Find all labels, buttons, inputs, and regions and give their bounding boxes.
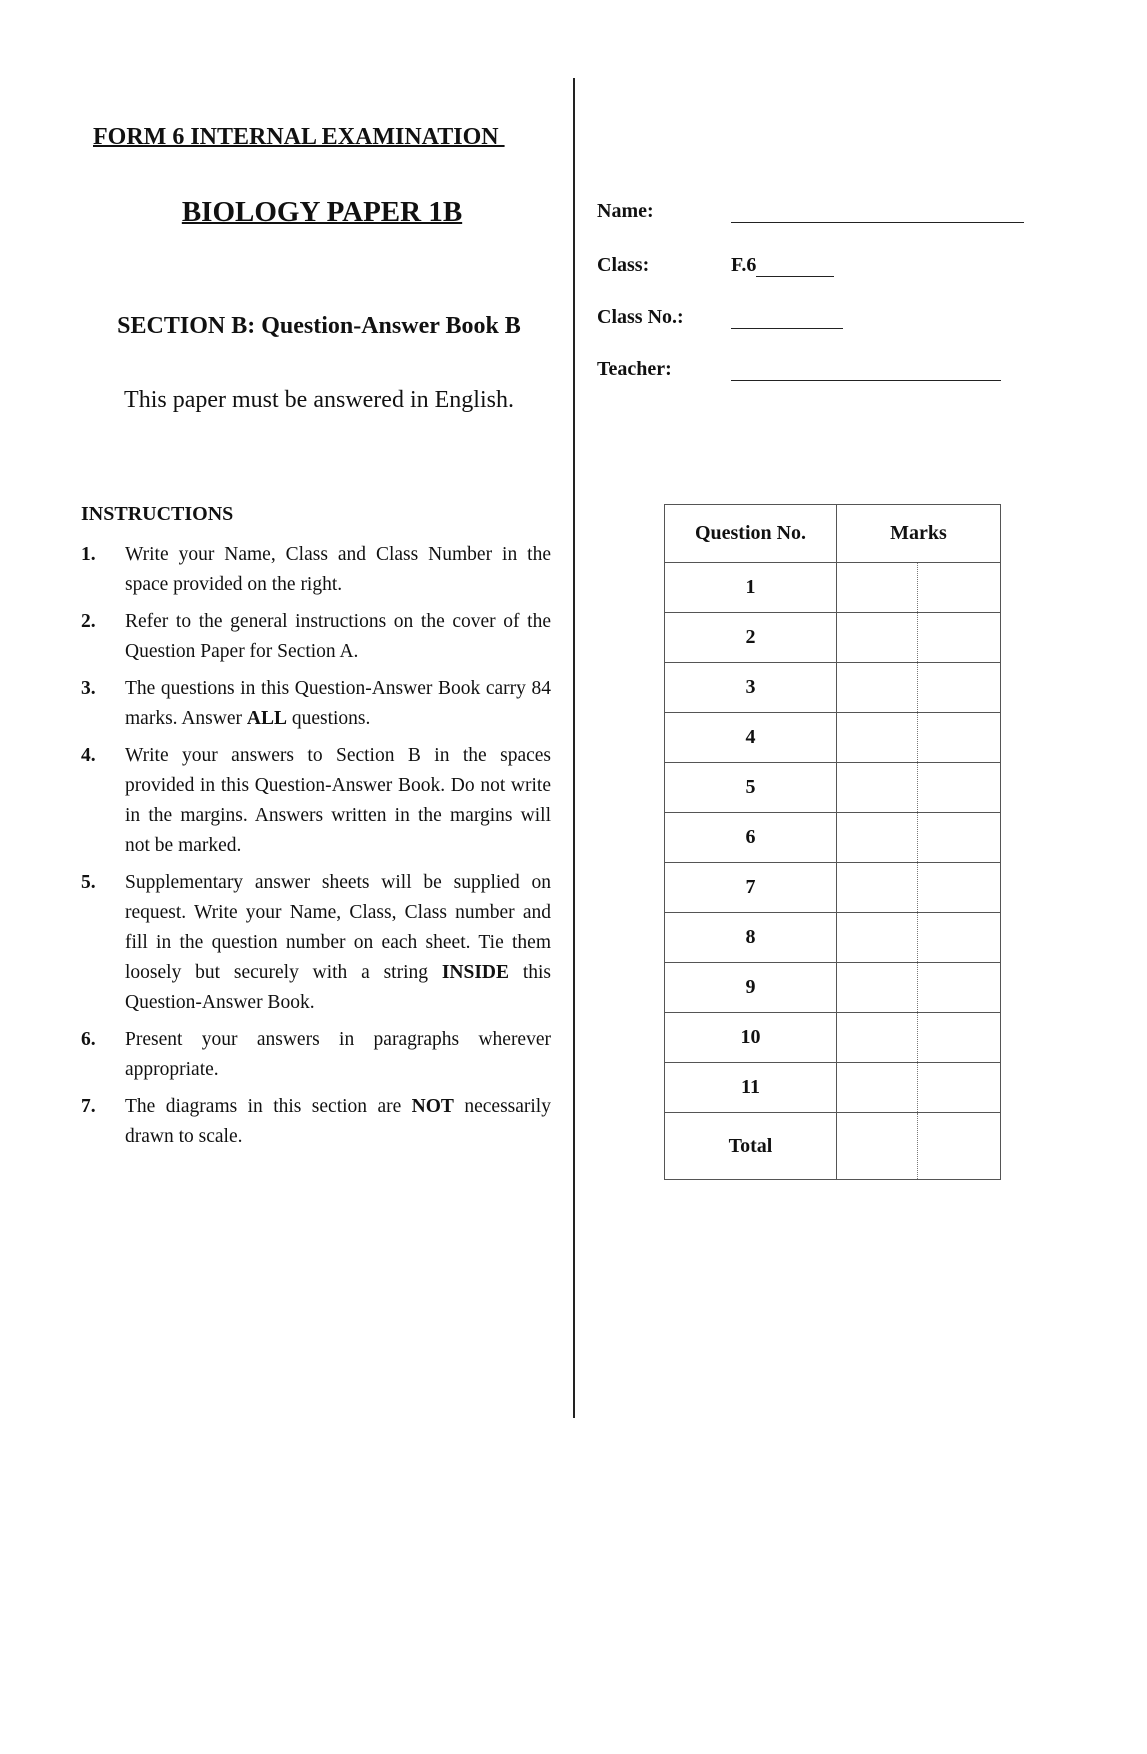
section-title: SECTION B: Question-Answer Book B [117, 313, 521, 339]
marks-cell[interactable] [837, 963, 918, 1013]
marks-row [665, 963, 1001, 1013]
instruction-text-part: Refer to the general instructions on the cover of the Question Paper for Section A. [125, 611, 551, 662]
class-label: Class: [597, 254, 650, 276]
instruction-emphasis: ALL [246, 708, 287, 729]
instruction-text-part: this Question-Answer Book. [125, 962, 551, 1013]
marks-cell[interactable] [837, 863, 918, 913]
instruction-text-part: Write your Name, Class and Class Number in the space provided on the right. [125, 544, 551, 595]
instruction-number: 4. [81, 745, 96, 766]
total-row [665, 1113, 1001, 1180]
marks-row [665, 613, 1001, 663]
instruction-text-part: questions. [286, 708, 371, 729]
marks-cell[interactable] [837, 813, 918, 863]
marks-row [665, 1013, 1001, 1063]
marks-cell-secondary[interactable] [918, 763, 1001, 813]
total-marks-cell[interactable] [837, 1113, 918, 1180]
question-number: 7 [665, 863, 837, 913]
marks-row [665, 763, 1001, 813]
marks-cell[interactable] [837, 1013, 918, 1063]
language-note: This paper must be answered in English. [124, 387, 514, 413]
instruction-text-part: Write your answers to Section B in the spaces provided in this Question-Answer Book. Do not write in the margins. Answers written in the margins will not be marked. [125, 745, 551, 856]
instructions-list [81, 540, 551, 1159]
marks-table [664, 504, 1001, 1180]
class-value: F.6 [731, 254, 757, 276]
marks-cell-secondary[interactable] [918, 563, 1001, 613]
class-field[interactable] [597, 254, 834, 277]
class-no-input-line[interactable] [731, 308, 843, 329]
instruction-text-part: The questions in this Question-Answer Book carry 84 marks. Answer [125, 678, 551, 729]
marks-cell[interactable] [837, 1063, 918, 1113]
marks-row [665, 813, 1001, 863]
instruction-item [81, 741, 551, 861]
instruction-text [125, 1092, 551, 1152]
instruction-text-part: necessarily drawn to scale. [125, 1096, 551, 1147]
marks-cell-secondary[interactable] [918, 1063, 1001, 1113]
question-number: 6 [665, 813, 837, 863]
question-number: 9 [665, 963, 837, 1013]
marks-cell-secondary[interactable] [918, 913, 1001, 963]
marks-row [665, 663, 1001, 713]
question-number: 8 [665, 913, 837, 963]
instruction-item [81, 540, 551, 600]
instruction-text-part: Present your answers in paragraphs wherever appropriate. [125, 1029, 551, 1080]
marks-cell-secondary[interactable] [918, 1013, 1001, 1063]
marks-row [665, 713, 1001, 763]
teacher-field[interactable] [597, 358, 1001, 381]
marks-row [665, 1063, 1001, 1113]
class-input-line[interactable] [756, 256, 834, 277]
instruction-item [81, 674, 551, 734]
marks-cell-secondary[interactable] [918, 713, 1001, 763]
instruction-number: 3. [81, 678, 96, 699]
marks-cell[interactable] [837, 713, 918, 763]
question-number: 4 [665, 713, 837, 763]
marks-cell-secondary[interactable] [918, 663, 1001, 713]
column-divider [573, 78, 575, 1418]
question-number: 3 [665, 663, 837, 713]
instruction-emphasis: INSIDE [441, 962, 510, 983]
total-label: Total [665, 1113, 837, 1180]
marks-cell-secondary[interactable] [918, 613, 1001, 663]
instruction-text [125, 868, 551, 1018]
class-no-label: Class No.: [597, 306, 684, 328]
instruction-number: 2. [81, 611, 96, 632]
instruction-text-part: Supplementary answer sheets will be supplied on request. Write your Name, Class, Class number and fill in the question number on each sheet. Tie them loosely but securely with a string [125, 872, 551, 983]
instruction-text [125, 741, 551, 861]
instruction-text [125, 607, 551, 667]
instructions-heading: INSTRUCTIONS [81, 503, 234, 525]
marks-cell[interactable] [837, 663, 918, 713]
marks-table-header [665, 505, 1001, 563]
instruction-emphasis: NOT [411, 1096, 454, 1117]
class-no-field[interactable] [597, 306, 843, 329]
marks-row [665, 913, 1001, 963]
instruction-text [125, 1025, 551, 1085]
question-number: 1 [665, 563, 837, 613]
subject-title: BIOLOGY PAPER 1B [181, 196, 463, 228]
question-number: 10 [665, 1013, 837, 1063]
total-marks-cell-secondary[interactable] [918, 1113, 1001, 1180]
marks-cell[interactable] [837, 913, 918, 963]
marks-row [665, 863, 1001, 913]
question-number: 5 [665, 763, 837, 813]
marks-cell[interactable] [837, 763, 918, 813]
instruction-item [81, 868, 551, 1018]
marks-row [665, 563, 1001, 613]
marks-cell-secondary[interactable] [918, 813, 1001, 863]
marks-cell[interactable] [837, 613, 918, 663]
question-number: 2 [665, 613, 837, 663]
marks-cell-secondary[interactable] [918, 863, 1001, 913]
question-number: 11 [665, 1063, 837, 1113]
instruction-number: 5. [81, 872, 96, 893]
instruction-item [81, 1025, 551, 1085]
marks-cell[interactable] [837, 563, 918, 613]
marks-header: Marks [837, 505, 1001, 563]
instruction-number: 7. [81, 1096, 96, 1117]
question-no-header: Question No. [665, 505, 837, 563]
instruction-number: 6. [81, 1029, 96, 1050]
instruction-text-part: The diagrams in this section are [125, 1096, 412, 1117]
exam-title: FORM 6 INTERNAL EXAMINATION [93, 124, 505, 150]
instruction-item [81, 1092, 551, 1152]
name-label: Name: [597, 200, 654, 222]
instruction-text [125, 674, 551, 734]
instruction-item [81, 607, 551, 667]
teacher-input-line[interactable] [731, 360, 1001, 381]
teacher-label: Teacher: [597, 358, 672, 380]
instruction-number: 1. [81, 544, 96, 565]
name-field[interactable] [597, 200, 1024, 223]
marks-cell-secondary[interactable] [918, 963, 1001, 1013]
name-input-line[interactable] [731, 202, 1024, 223]
instruction-text [125, 540, 551, 600]
